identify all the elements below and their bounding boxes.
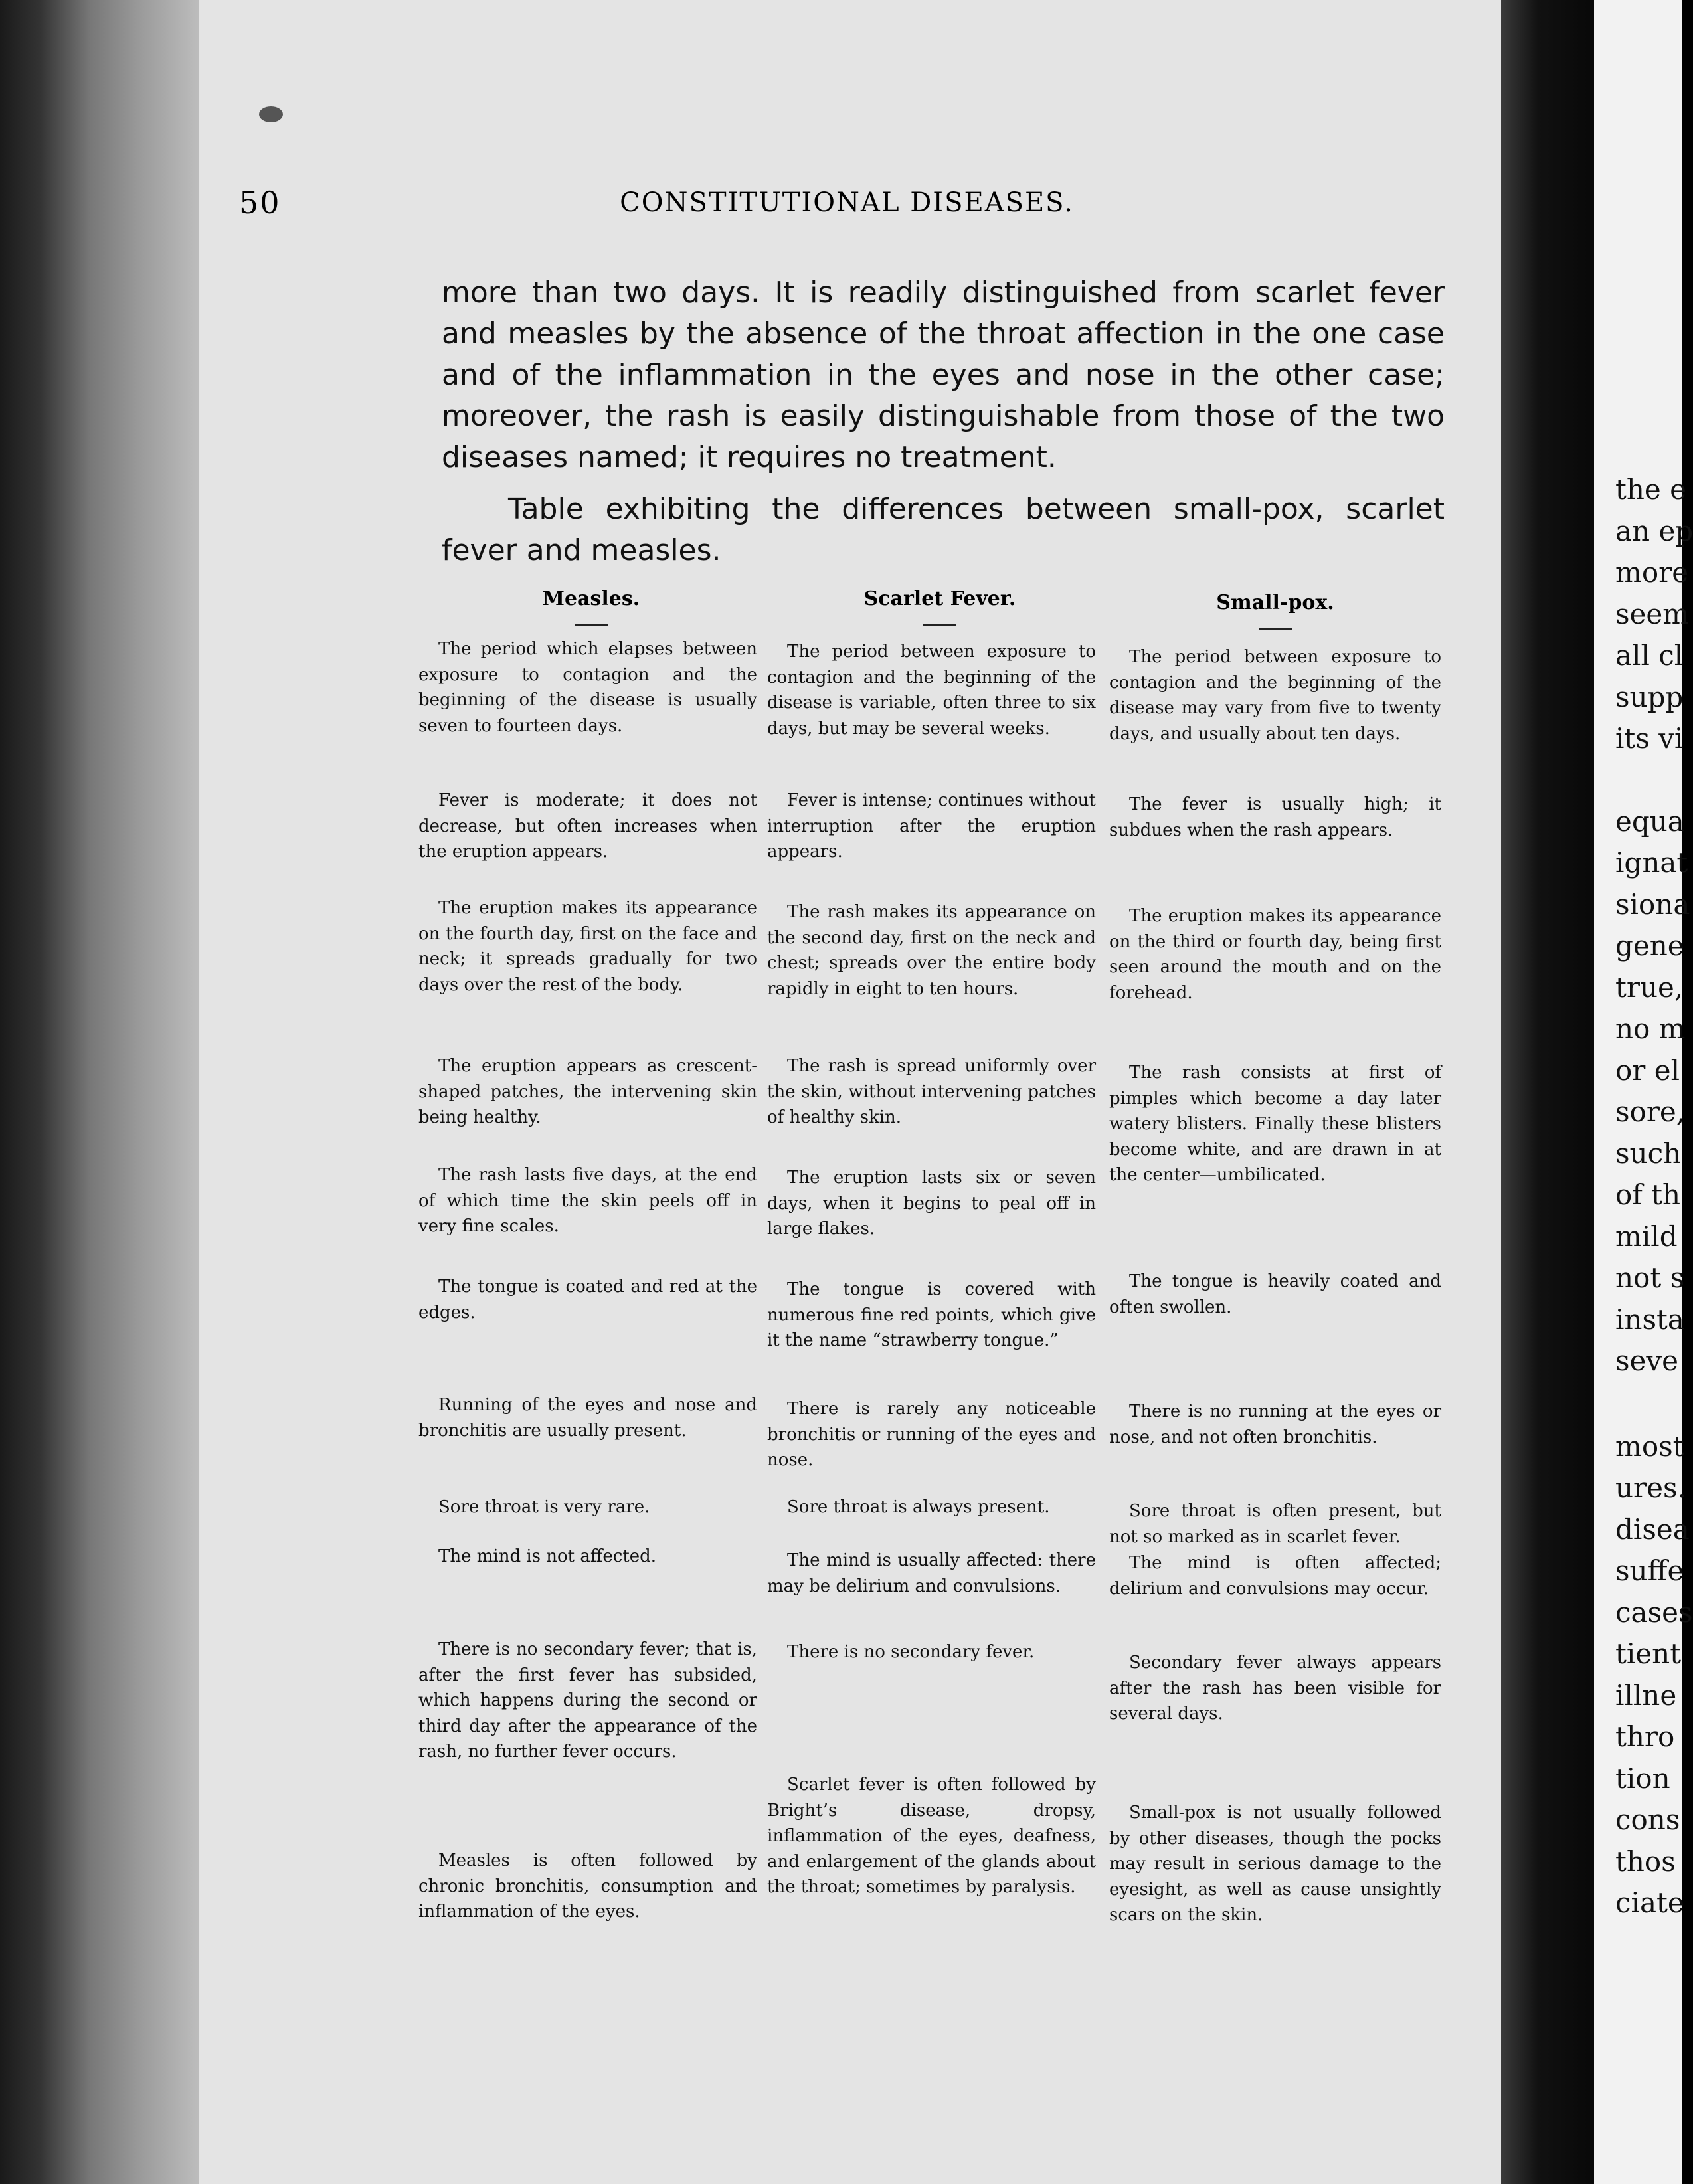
body-text (442, 272, 1445, 571)
paragraph: more than two days. It is readily distinguished from scarlet fever and measles by the absence of the throat affection in the one case and of the inflammation in the eyes and nose in the other case; moreover, the rash is easily distinguishable from those of the two diseases named; it requires no treatment. (442, 276, 1445, 474)
table-cell: There is no secondary fever. (787, 1642, 1035, 1662)
column-header-scarlet-fever: Scarlet Fever. (834, 587, 1046, 626)
facing-page-line: ures. (1615, 1471, 1686, 1504)
facing-page-line: all cl (1615, 639, 1684, 672)
table-cell: Sore throat is always present. (787, 1497, 1050, 1517)
table-cell: The eruption makes its appearance on the fourth day, first on the face and neck; it spreads gradually for two days over the rest of the body. (418, 898, 757, 995)
table-cell: The rash consists at first of pimples which become a day later watery blisters. Finally these blisters become white, and are drawn in at the center—umbilicated. (1109, 1063, 1441, 1185)
page-number: 50 (239, 185, 281, 221)
table-cell: The eruption lasts six or seven days, when it begins to peal off in large flakes. (767, 1168, 1096, 1239)
facing-page-line: its vi (1615, 722, 1684, 755)
table-cell: The mind is not affected. (438, 1546, 657, 1566)
table-cell: The fever is usually high; it subdues when the rash appears. (1109, 794, 1441, 840)
table-cell: Measles is often followed by chronic bronchitis, consumption and inflammation of the eyes. (418, 1851, 757, 1922)
facing-page-line: most (1615, 1429, 1684, 1463)
table-cell: The tongue is covered with numerous fine red points, which give it the name “strawberry tongue.” (767, 1279, 1096, 1350)
facing-page-line: more (1615, 556, 1689, 589)
facing-page (1594, 0, 1693, 2184)
facing-page-line: seve (1615, 1344, 1678, 1377)
table-cell: The period between exposure to contagion and the beginning of the disease is variable, often three to six days, but may be several weeks. (767, 642, 1096, 739)
facing-page-line: thro (1615, 1720, 1675, 1753)
ink-smudge (259, 106, 283, 122)
facing-page-line: or el (1615, 1053, 1680, 1087)
facing-page-line: equa (1615, 804, 1684, 838)
facing-page-line: tion (1615, 1762, 1670, 1795)
facing-page-line: such (1615, 1137, 1682, 1170)
facing-page-line: disea (1615, 1512, 1690, 1546)
book-gutter (1501, 0, 1594, 2184)
facing-page-line: sore, (1615, 1095, 1686, 1128)
table-cell: The mind is usually affected: there may be delirium and convulsions. (767, 1550, 1096, 1596)
page-header (239, 185, 1455, 225)
table-cell: Secondary fever always appears after the rash has been visible for several days. (1109, 1653, 1441, 1724)
facing-page-line: mild (1615, 1220, 1678, 1253)
facing-page-line: the e (1615, 473, 1686, 505)
facing-page-line: siona (1615, 887, 1690, 921)
table-cell: Fever is intense; continues without interruption after the eruption appears. (767, 790, 1096, 862)
table-cell: The eruption makes its appearance on the third or fourth day, being first seen around the mouth and on the forehead. (1109, 906, 1441, 1003)
facing-page-line: seem (1615, 597, 1690, 630)
table-cell: The rash lasts five days, at the end of which time the skin peels off in very fine scales. (418, 1165, 757, 1236)
table-cell: There is no secondary fever; that is, after the first fever has subsided, which happens during the second or third day after the appearance of the rash, no further fever occurs. (418, 1639, 757, 1762)
facing-page-line: cons (1615, 1803, 1680, 1836)
table-cell: The eruption appears as crescent-shaped patches, the intervening skin being healthy. (418, 1056, 757, 1127)
column-header-measles: Measles. (491, 587, 691, 626)
facing-page-line: gene (1615, 929, 1684, 962)
table-cell: There is rarely any noticeable bronchitis or running of the eyes and nose. (767, 1399, 1096, 1470)
table-cell: There is no running at the eyes or nose, and not often bronchitis. (1109, 1402, 1441, 1447)
table-cell: Sore throat is very rare. (438, 1497, 650, 1517)
facing-page-line: supp (1615, 680, 1684, 713)
table-cell: Small-pox is not usually followed by other diseases, though the pocks may result in serious damage to the eyesight, as well as cause unsightly scars on the skin. (1109, 1803, 1441, 1925)
table-cell: Sore throat is often present, but not so marked as in scarlet fever. (1109, 1501, 1441, 1547)
table-cell: The period between exposure to contagion and the beginning of the disease may vary from five to twenty days, and usually about ten days. (1109, 647, 1441, 744)
table-cell: Scarlet fever is often followed by Bright’s disease, dropsy, inflammation of the eyes, deafness, and enlargement of the glands about the throat; sometimes by paralysis. (767, 1775, 1096, 1897)
facing-page-line: an ep (1615, 514, 1693, 547)
facing-page-line: ignat (1615, 846, 1688, 879)
column-header-small-pox: Small-pox. (1169, 591, 1381, 630)
table-cell: The rash is spread uniformly over the skin, without intervening patches of healthy skin. (767, 1056, 1096, 1127)
facing-page-line: not s (1615, 1261, 1685, 1294)
table-cell: The tongue is coated and red at the edges. (418, 1277, 757, 1322)
running-title: CONSTITUTIONAL DISEASES. (620, 187, 1074, 218)
facing-page-line: suffe (1615, 1554, 1684, 1587)
facing-page-line: thos (1615, 1845, 1676, 1878)
facing-page-line: of th (1615, 1178, 1681, 1211)
table-caption: Table exhibiting the differences between small-pox, scarlet fever and measles. (442, 492, 1445, 567)
table-cell: Running of the eyes and nose and bronchitis are usually present. (418, 1395, 757, 1441)
facing-page-line: illne (1615, 1679, 1677, 1712)
table-cell: The period which elapses between exposure to contagion and the beginning of the disease is usually seven to fourteen days. (418, 639, 757, 736)
facing-page-line: tient (1615, 1637, 1682, 1670)
table-cell: Fever is moderate; it does not decrease, but often increases when the eruption appears. (418, 790, 757, 862)
book-edge (0, 0, 199, 2184)
facing-page-line: no m (1615, 1012, 1686, 1045)
table-cell: The rash makes its appearance on the second day, first on the neck and chest; spreads over the entire body rapidly in eight to ten hours. (767, 902, 1096, 999)
table-cell: The tongue is heavily coated and often swollen. (1109, 1271, 1441, 1317)
facing-page-line: true, (1615, 970, 1684, 1004)
facing-page-line: cases (1615, 1595, 1693, 1629)
facing-page-line: insta (1615, 1303, 1684, 1336)
facing-page-line: ciate (1615, 1886, 1684, 1919)
table-cell: The mind is often affected; delirium and convulsions may occur. (1109, 1553, 1441, 1599)
